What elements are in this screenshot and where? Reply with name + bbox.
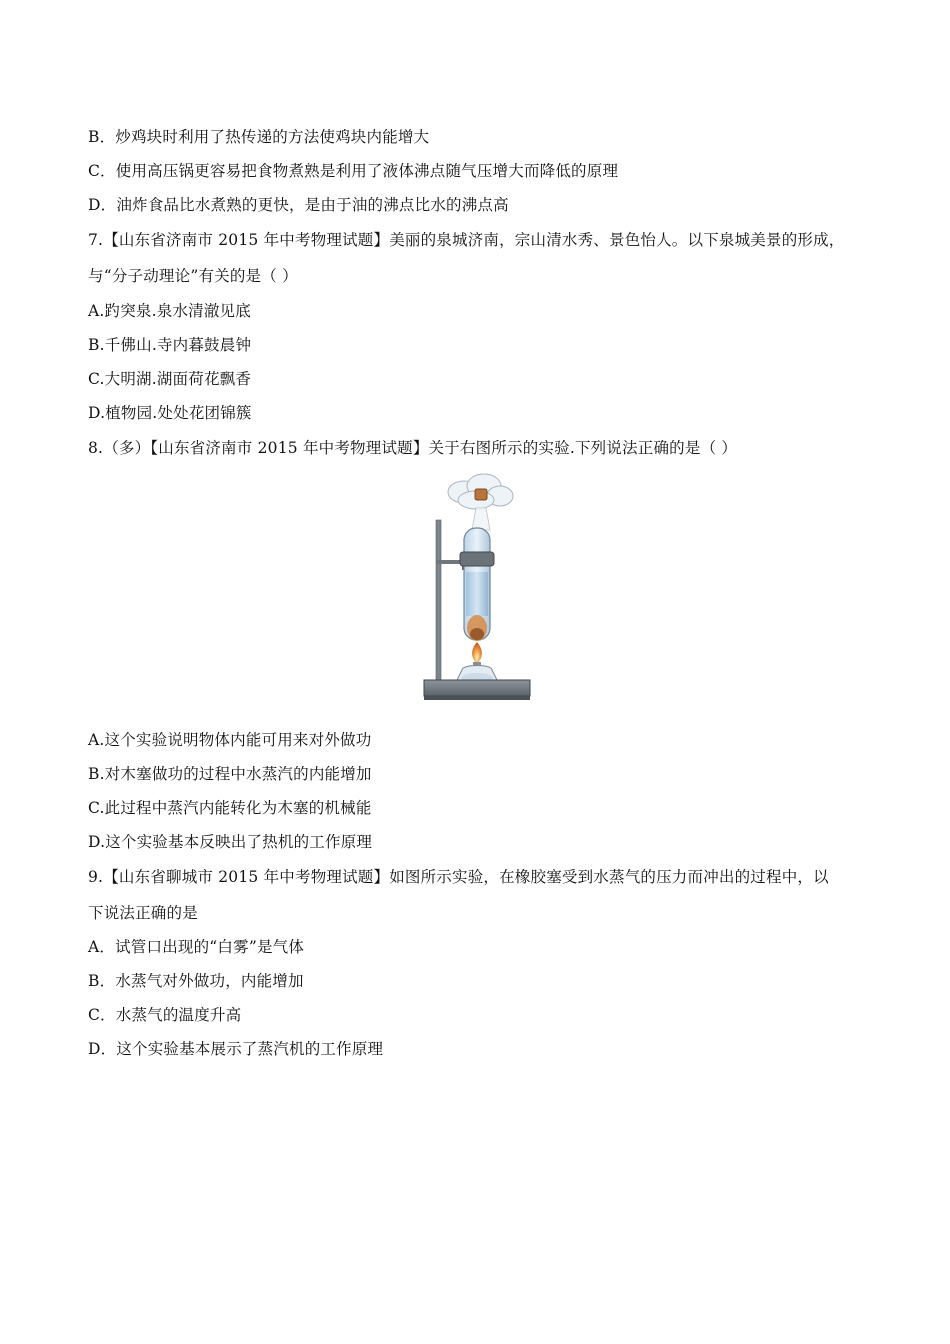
steam-experiment-figure — [418, 472, 536, 710]
water — [466, 572, 488, 616]
cork — [475, 489, 487, 500]
q7-option-d: D.植物园.处处花团锦簇 — [88, 404, 252, 422]
q9-stem-line-2: 下说法正确的是 — [88, 904, 198, 922]
q7-option-b: B.千佛山.寺内暮鼓晨钟 — [88, 336, 252, 354]
q8-stem: 8.（多）【山东省济南市 2015 年中考物理试题】关于右图所示的实验.下列说法正确的是（ ） — [88, 439, 738, 457]
flame — [472, 642, 482, 664]
stand-base — [424, 680, 530, 696]
q8-option-b: B.对木塞做功的过程中水蒸汽的内能增加 — [88, 765, 372, 783]
q6-option-b: B．炒鸡块时利用了热传递的方法使鸡块内能增大 — [88, 128, 430, 146]
q9-option-d: D．这个实验基本展示了蒸汽机的工作原理 — [88, 1040, 384, 1058]
q7-option-c: C.大明湖.湖面荷花飘香 — [88, 370, 252, 388]
q8-option-c: C.此过程中蒸汽内能转化为木塞的机械能 — [88, 799, 372, 817]
stand-rod — [436, 520, 441, 680]
q9-option-c: C．水蒸气的温度升高 — [88, 1006, 242, 1024]
q6-option-d: D．油炸食品比水煮熟的更快，是由于油的沸点比水的沸点高 — [88, 196, 509, 214]
q7-option-a: A.趵突泉.泉水清澈见底 — [88, 302, 251, 320]
q7-stem-line-2: 与“分子动理论”有关的是（ ） — [88, 267, 298, 285]
q8-option-a: A.这个实验说明物体内能可用来对外做功 — [88, 731, 372, 749]
q9-option-b: B．水蒸气对外做功，内能增加 — [88, 972, 304, 990]
q6-option-c: C．使用高压锅更容易把食物煮熟是利用了液体沸点随气压增大而降低的原理 — [88, 162, 619, 180]
q7-stem-line-1: 7.【山东省济南市 2015 年中考物理试题】美丽的泉城济南，宗山清水秀、景色怡人。以下泉城美景的形成， — [88, 231, 845, 249]
q9-stem-line-1: 9.【山东省聊城市 2015 年中考物理试题】如图所示实验，在橡胶塞受到水蒸气的压力而冲出的过程中，以 — [88, 868, 829, 886]
q9-option-a: A．试管口出现的“白雾”是气体 — [88, 938, 305, 956]
q8-option-d: D.这个实验基本反映出了热机的工作原理 — [88, 833, 373, 851]
